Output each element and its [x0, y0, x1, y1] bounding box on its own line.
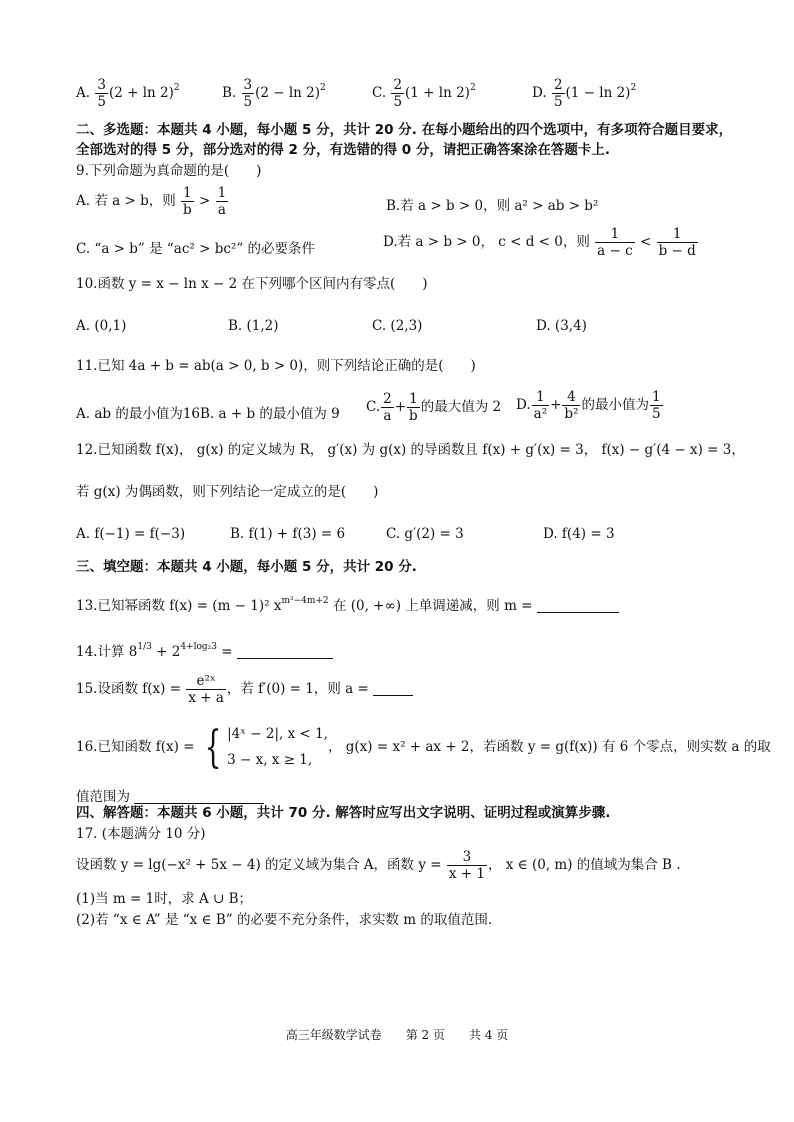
q8-option-a: [76, 78, 180, 109]
numerator: 3: [447, 850, 487, 866]
fraction: [186, 674, 226, 705]
exponent: m²−4m+2: [281, 596, 329, 606]
denominator: 5: [243, 94, 253, 111]
section2-heading-line2: 全部选对的得 5 分，部分选对的得 2 分，有选错的得 0 分，请把正确答案涂在答题卡上.: [76, 142, 611, 158]
operator: >: [198, 193, 211, 210]
q12-option-b: B. f(1) + f(3) = 6: [230, 526, 346, 542]
q10-option-d: D. (3,4): [536, 318, 587, 334]
question-text: 在 (0, +∞) 上单调递减，则 m =: [328, 598, 533, 614]
q8-option-d: [532, 78, 636, 109]
q12-stem-line2: 若 g(x) 为偶函数，则下列结论一定成立的是( ): [76, 484, 379, 500]
option-label: D.: [532, 85, 547, 102]
numerator: 3: [243, 77, 253, 93]
option-label: D.: [516, 397, 531, 414]
q16: [76, 722, 771, 773]
answer-blank[interactable]: [537, 598, 619, 613]
numerator: 1: [217, 185, 227, 201]
q14: [76, 640, 333, 660]
fraction: [447, 850, 487, 881]
q10-option-b: B. (1,2): [228, 318, 279, 334]
question-text: 14.计算 8: [76, 644, 138, 660]
question-text: 15.设函数 f(x) =: [76, 681, 182, 698]
q8-option-b: [222, 78, 326, 109]
piecewise-cases: [227, 722, 328, 773]
q16-line2: [76, 785, 264, 805]
section3-heading: 三、填空题：本题共 4 小题，每小题 5 分，共计 20 分.: [76, 559, 417, 575]
denominator: x + a: [188, 690, 224, 707]
q10-option-c: C. (2,3): [372, 318, 423, 334]
numerator: 1: [407, 392, 420, 408]
q11-option-a: A. ab 的最小值为16: [76, 406, 200, 422]
denominator: 5: [553, 94, 563, 111]
option-label: C.: [372, 85, 387, 102]
numerator: 2: [393, 77, 403, 93]
question-text: 设函数 y = lg(−x² + 5x − 4) 的定义域为集合 A，函数 y =: [76, 857, 442, 874]
answer-blank[interactable]: [237, 644, 333, 659]
fraction: [595, 227, 635, 258]
numerator: 1: [595, 227, 635, 243]
q9-option-a: [76, 186, 229, 217]
fraction: [95, 78, 108, 109]
q17-part2: (2)若 “x ∈ A” 是 “x ∈ B” 的必要不充分条件，求实数 m 的取值范围.: [76, 912, 493, 928]
brace-symbol: {: [204, 721, 222, 773]
exponent: 2: [469, 83, 476, 94]
q12-option-d: D. f(4) = 3: [543, 526, 615, 542]
case-2: 3 − x, x ≥ 1,: [227, 751, 313, 768]
q15: [76, 674, 413, 705]
exponent: 4+log₂3: [180, 642, 217, 652]
fraction: [657, 227, 698, 258]
denominator: a: [383, 408, 392, 425]
numerator: 1: [181, 186, 194, 202]
q13: [76, 594, 619, 614]
fraction: [381, 392, 394, 423]
numerator: 1: [532, 390, 549, 406]
denominator: b − d: [658, 243, 696, 260]
q9-stem: 9.下列命题为真命题的是( ): [76, 163, 262, 179]
question-text: 13.已知幂函数 f(x) = (m − 1)² x: [76, 598, 282, 614]
section2-heading-line1: 二、多选题：本题共 4 小题，每小题 5 分，共计 20 分. 在每小题给出的四个选项中，有多项符合题目要求，: [76, 122, 733, 138]
q8-option-c: [372, 78, 476, 109]
denominator: x + 1: [448, 866, 485, 883]
option-text: D.若 a > b > 0， c < d < 0，则: [383, 234, 590, 251]
option-label: B.: [222, 85, 237, 102]
operator: +: [550, 397, 562, 414]
exponent: 2: [630, 83, 637, 94]
option-text: 的最小值为: [581, 397, 649, 414]
question-text: 值范围为: [76, 789, 130, 805]
fraction: [562, 390, 580, 421]
fraction: [532, 390, 549, 421]
fraction: [650, 390, 663, 421]
q11-stem: 11.已知 4a + b = ab(a > 0, b > 0)，则下列结论正确的是( ): [76, 358, 476, 374]
q12-stem-line1: 12.已知函数 f(x)， g(x) 的定义域为 R， g′(x) 为 g(x) 的导函数且 f(x) + g′(x) = 3， f(x) − g′(4 − x) = 3，: [76, 442, 745, 458]
denominator: b: [409, 408, 418, 425]
expression: (1 − ln 2): [565, 85, 631, 102]
operator: <: [639, 234, 652, 251]
q17-part1: (1)当 m = 1时，求 A ∪ B；: [76, 891, 253, 907]
section4-heading: 四、解答题：本题共 6 小题，共计 70 分. 解答时应写出文字说明、证明过程或演算步骤.: [76, 805, 611, 821]
denominator: a²: [533, 406, 548, 423]
denominator: 5: [97, 94, 106, 111]
option-label: C.: [366, 399, 381, 416]
q10-stem: 10.函数 y = x − ln x − 2 在下列哪个区间内有零点( ): [76, 276, 428, 292]
q12-option-c: C. g′(2) = 3: [386, 526, 464, 542]
question-text: + 2: [151, 644, 181, 660]
q12-option-a: A. f(−1) = f(−3): [76, 526, 186, 542]
option-text: A. 若 a > b，则: [76, 193, 176, 210]
denominator: b: [183, 202, 192, 219]
fraction: [242, 78, 255, 109]
fraction: [216, 186, 229, 217]
denominator: a: [217, 202, 226, 219]
fraction: [181, 186, 194, 217]
question-text: ，若 f′(0) = 1，则 a =: [226, 681, 369, 698]
option-label: A.: [76, 85, 91, 102]
exponent: 2: [173, 83, 180, 94]
numerator: 2: [553, 77, 563, 93]
q11-option-c: [366, 392, 501, 423]
q10-option-a: A. (0,1): [76, 318, 127, 334]
operator: +: [394, 399, 407, 416]
question-text: 16.已知函数 f(x) =: [76, 739, 195, 756]
exponent: 2: [320, 83, 326, 94]
denominator: b²: [564, 406, 579, 423]
fraction: [391, 78, 404, 109]
fraction: [407, 392, 420, 423]
q17-title: 17. (本题满分 10 分): [76, 826, 206, 842]
question-text: ， x ∈ (0, m) 的值域为集合 B .: [487, 857, 681, 874]
expression: (2 + ln 2): [108, 85, 174, 102]
exponent: 1/3: [137, 642, 152, 652]
case-1: |4ˣ − 2|, x < 1,: [227, 726, 328, 742]
q9-option-b: B.若 a > b > 0，则 a² > ab > b²: [386, 198, 599, 214]
q9-option-d: [383, 227, 699, 258]
option-text: 的最大值为 2: [420, 399, 502, 416]
question-text: ， g(x) = x² + ax + 2，若函数 y = g(f(x)) 有 6 个零点，则实数 a 的取: [327, 739, 771, 756]
denominator: 5: [651, 406, 661, 423]
expression: (2 − ln 2): [255, 85, 321, 102]
numerator: 1: [651, 389, 661, 405]
answer-blank[interactable]: [134, 789, 264, 804]
numerator: 2: [383, 391, 392, 407]
page-footer: 高三年级数学试卷 第 2 页 共 4 页: [285, 1028, 509, 1042]
denominator: 5: [393, 94, 403, 111]
numerator: 4: [562, 390, 580, 406]
numerator: 3: [97, 77, 106, 93]
q17-stem: [76, 850, 681, 881]
fraction: [552, 78, 565, 109]
question-text: =: [217, 644, 233, 660]
answer-blank[interactable]: [373, 681, 413, 696]
denominator: a − c: [597, 243, 633, 260]
numerator: e²ˣ: [186, 674, 226, 690]
q9-option-c: C. “a > b” 是 “ac² > bc²” 的必要条件: [76, 241, 316, 257]
numerator: 1: [657, 227, 698, 243]
q11-option-d: [516, 390, 664, 421]
expression: (1 + ln 2): [405, 85, 470, 102]
q11-option-b: B. a + b 的最小值为 9: [200, 406, 340, 422]
